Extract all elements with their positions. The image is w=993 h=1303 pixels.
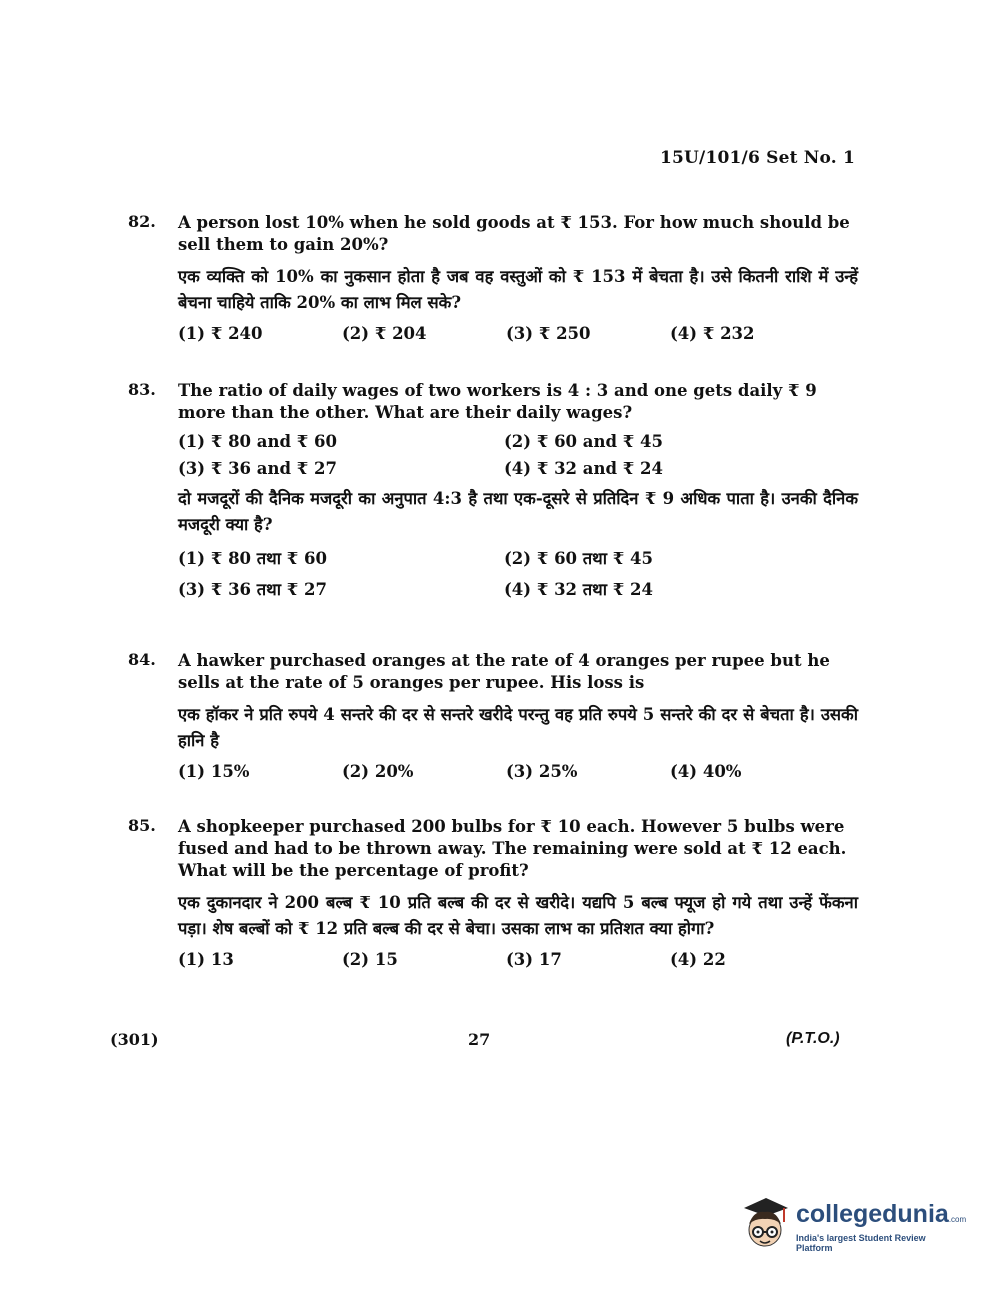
question-text-english: A person lost 10% when he sold goods at ₹ 153. For how much should be sell them to gain 20%? [178, 213, 850, 254]
option: (4) ₹ 232 [670, 324, 755, 343]
question-text-hindi: एक दुकानदार ने 200 बल्ब ₹ 10 प्रति बल्ब की दर से खरीदे। यद्यपि 5 बल्ब फ्यूज हो गये तथा उन्हें फेंकना पड़ा। शेष बल्बों को ₹ 12 प्रति बल्ब की दर से बेचा। उसका लाभ का प्रतिशत क्या होगा? [178, 893, 858, 938]
watermark-logo [736, 1196, 967, 1258]
question-text-hindi: दो मजदूरों की दैनिक मजदूरी का अनुपात 4:3 है तथा एक-दूसरे से प्रतिदिन ₹ 9 अधिक पाता है। उनकी दैनिक मजदूरी क्या है? [178, 489, 858, 534]
paper-code: 15U/101/6 Set No. 1 [659, 148, 855, 168]
option: (4) ₹ 32 तथा ₹ 24 [504, 580, 653, 599]
question-82 [128, 212, 858, 343]
question-text-english: A hawker purchased oranges at the rate of 4 oranges per rupee but he sells at the rate of 5 oranges per rupee. His loss is [178, 651, 830, 692]
question-number: 85. [128, 816, 156, 835]
question-number: 83. [128, 380, 156, 399]
option: (2) ₹ 60 तथा ₹ 45 [504, 549, 653, 568]
pto-note: (P.T.O.) [786, 1030, 840, 1047]
options-row [178, 762, 858, 781]
page-number: 27 [468, 1030, 491, 1049]
footer-code: (301) [110, 1030, 159, 1049]
option: (1) 15% [178, 762, 250, 781]
options-row [178, 950, 858, 969]
question-text-english: A shopkeeper purchased 200 bulbs for ₹ 10 each. However 5 bulbs were fused and had to be thrown away. The remaining were sold at ₹ 12 each. What will be the percentage of profit? [178, 817, 847, 880]
option: (3) ₹ 250 [506, 324, 591, 343]
option: (1) ₹ 80 तथा ₹ 60 [178, 549, 327, 568]
options-grid-english [178, 432, 858, 478]
brand-name-text: collegedunia [796, 1200, 949, 1228]
option: (4) 40% [670, 762, 742, 781]
brand-tagline: India's largest Student Review Platform [796, 1233, 926, 1253]
brand-name [796, 1200, 966, 1229]
question-text-hindi: एक हॉकर ने प्रति रुपये 4 सन्तरे की दर से सन्तरे खरीदे परन्तु वह प्रति रुपये 5 सन्तरे की दर से बेचता है। उसकी हानि है [178, 705, 858, 750]
question-85 [128, 816, 858, 969]
option: (3) ₹ 36 तथा ₹ 27 [178, 580, 327, 599]
options-grid-hindi [178, 546, 858, 600]
options-row [178, 324, 858, 343]
option: (3) 17 [506, 950, 562, 969]
option: (4) 22 [670, 950, 726, 969]
question-number: 82. [128, 212, 156, 231]
option: (1) ₹ 80 and ₹ 60 [178, 432, 337, 451]
question-text-english: The ratio of daily wages of two workers is 4 : 3 and one gets daily ₹ 9 more than the other. What are their daily wages? [178, 381, 817, 422]
option: (4) ₹ 32 and ₹ 24 [504, 459, 663, 478]
question-83 [128, 380, 858, 608]
question-number: 84. [128, 650, 156, 669]
option: (2) ₹ 204 [342, 324, 427, 343]
option: (3) ₹ 36 and ₹ 27 [178, 459, 337, 478]
student-mascot-icon [736, 1196, 794, 1256]
option: (3) 25% [506, 762, 578, 781]
option: (1) 13 [178, 950, 234, 969]
question-84 [128, 650, 858, 781]
option: (2) 15 [342, 950, 398, 969]
question-text-hindi: एक व्यक्ति को 10% का नुकसान होता है जब वह वस्तुओं को ₹ 153 में बेचता है। उसे कितनी राशि में उन्हें बेचना चाहिये ताकि 20% का लाभ मिल सके? [178, 267, 858, 312]
option: (2) ₹ 60 and ₹ 45 [504, 432, 663, 451]
option: (1) ₹ 240 [178, 324, 263, 343]
option: (2) 20% [342, 762, 414, 781]
brand-suffix: .com [948, 1215, 967, 1224]
